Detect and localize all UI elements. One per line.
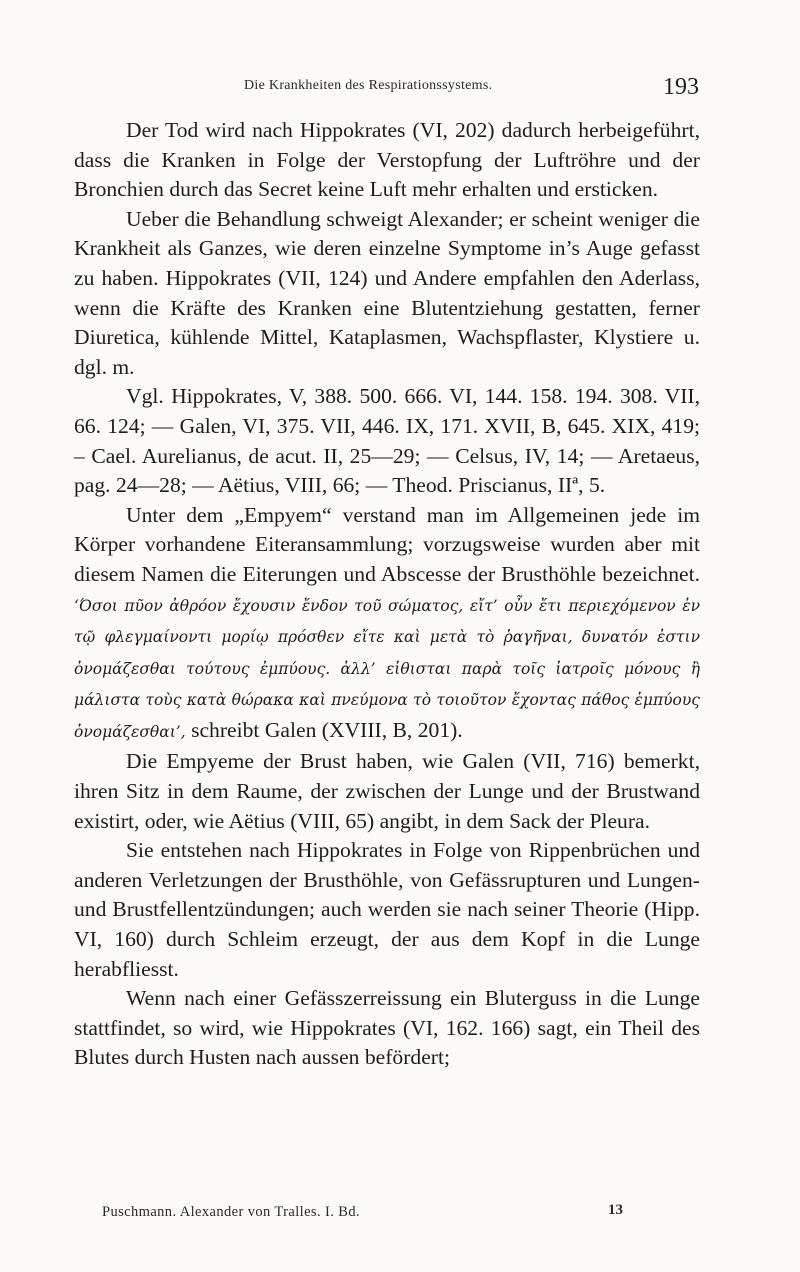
running-head (0, 74, 800, 104)
running-title: Die Krankheiten des Respirationssystems. (244, 78, 493, 93)
paragraph-empyema-location: Die Empyeme der Brust haben, wie Galen (VII, 716) bemerkt, ihren Sitz in dem Raume, der zwischen der Lunge und der Brustwand existirt, oder, wie Aëtius (VIII, 65) angibt, in dem Sack der Pleura. (74, 749, 700, 833)
paragraph-references: Vgl. Hippokrates, V, 388. 500. 666. VI, 144. 158. 194. 308. VII, 66. 124; — Galen, VI, 375. VII, 446. IX, 171. XVII, B, 645. XIX, 419; – Cael. Aurelianus, de acut. II, 25—29; — Celsus, IV, 14; — Aretaeus, pag. 24—28; — Aëtius, VIII, 66; — Theod. Priscianus, IIª, 5. (74, 384, 700, 498)
printer-signature: Puschmann. Alexander von Tralles. I. Bd. (102, 1204, 361, 1220)
body-text (74, 116, 700, 1073)
page-number: 193 (663, 74, 699, 100)
galen-citation: schreibt Galen (XVIII, B, 201). (191, 717, 463, 742)
paragraph-death-cause: Der Tod wird nach Hippokrates (VI, 202) dadurch herbeigeführt, dass die Kranken in Folge der Verstopfung der Luftröhre und der Bronchien durch das Secret keine Luft mehr erhalten und ersticken. (74, 118, 700, 202)
paragraph-treatment: Ueber die Behandlung schweigt Alexander; er scheint weniger die Krankheit als Ganzes, wie deren einzelne Symptome in’s Auge gefasst zu haben. Hippokrates (VII, 124) und Andere empfahlen den Aderlass, wenn die Kräfte des Kranken eine Blutentziehung gestatten, ferner Diuretica, kühlende Mittel, Kataplasmen, Wachspflaster, Klystiere u. dgl. m. (74, 206, 700, 379)
paragraph-empyema-causes: Sie entstehen nach Hippokrates in Folge von Rippenbrüchen und anderen Verletzungen der Brusthöhle, von Gefässrupturen und Lungen- und Brustfellentzündungen; auch werden sie nach seiner Theorie (Hipp. VI, 160) durch Schleim erzeugt, der aus dem Kopf in die Lunge herabfliesst. (74, 838, 700, 981)
paragraph-hemorrhage: Wenn nach einer Gefässzerreissung ein Bluterguss in die Lunge stattfindet, so wird, wie Hippokrates (VI, 162. 166) sagt, ein Theil des Blutes durch Husten nach aussen befördert; (74, 986, 700, 1070)
page-footer (0, 1202, 800, 1228)
greek-quotation: ‘Όσοι πῦον ἀθρόον ἔχουσιν ἔνδον τοῦ σώματος, εἴτ’ οὖν ἔτι περιεχόμενον ἐν τῷ φλεγμαίνοντι μορίῳ πρόσθεν εἴτε καὶ μετὰ τὸ ῥαγῆναι, δυνατόν ἐστιν ὀνομάζεσθαι τούτους ἐμπύους. ἀλλ’ εἰθισται παρὰ τοῖς ἰατροῖς μόνους ἢ μάλιστα τοὺς κατὰ θώρακα καὶ πνεύμονα τὸ τοιοῦτον ἔχοντας πάθος ἐμπύους ὀνομάζεσθαι’, (74, 596, 700, 741)
sheet-number: 13 (608, 1202, 623, 1218)
empyema-definition: Unter dem „Empyem“ verstand man im Allgemeinen jede im Körper vorhandene Eiteransammlung; vorzugsweise wurden aber mit diesem Namen die Eiterungen und Abscesse der Brusthöhle bezeichnet. (74, 502, 700, 586)
paragraph-empyema (74, 501, 700, 748)
